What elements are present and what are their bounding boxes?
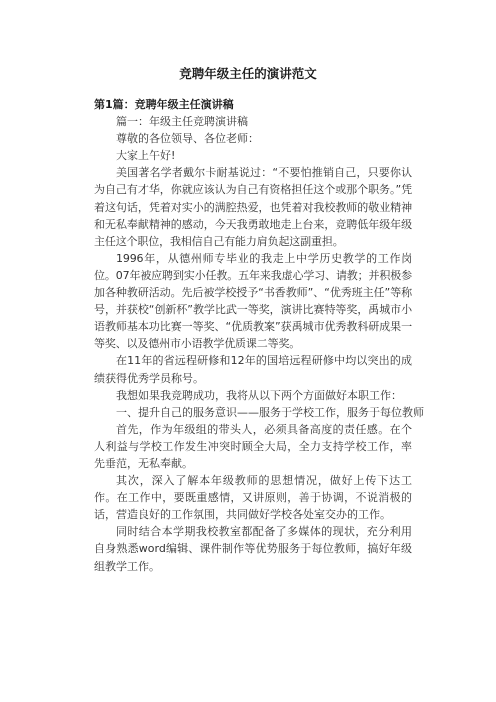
body-paragraph: 1996年，从德州师专毕业的我走上中学历史教学的工作岗位。07年被应聘到实小任教。五年来我虚心学习、请教；并积极参加各种教研活动。先后被学校授予“书香教师”、“优秀班主任”等称号，并获校“创新杯”教学比武一等奖，演讲比赛特等奖，禹城市小语教师基本功比赛一等奖、“优质教案”获禹城市优秀教科研成果一等奖、以及德州市小语教学优质课二等奖。 xyxy=(94,251,412,351)
section-heading: 第1篇：竞聘年级主任演讲稿 xyxy=(94,98,234,111)
body-paragraph: 在11年的省远程研修和12年的国培远程研修中均以突出的成绩获得优秀学员称号。 xyxy=(94,354,412,385)
point-one-heading: 一、提升自己的服务意识——服务于学校工作，服务于每位教师 xyxy=(116,405,424,419)
body-paragraph: 首先，作为年级组的带头人，必须具备高度的责任感。在个人利益与学校工作发生冲突时顾全大局，全力支持学校工作，率先垂范，无私奉献。 xyxy=(94,422,412,470)
body-paragraph: 美国著名学者戴尔卡耐基说过：“不要怕推销自己，只要你认为自己有才华，你就应该认为自己有资格担任这个或那个职务。”凭着这句话，凭着对实小的满腔热爱，也凭着对我校教师的敬业精神和无私奉献精神的感动，今天我勇敢地走上台来，竞聘低年级年级主任这个职位，我相信自己有能力肩负起这副重担。 xyxy=(94,166,412,248)
body-paragraph: 其次，深入了解本年级教师的思想情况，做好上传下达工作。在工作中，要既重感情，又讲原则，善于协调，不说消极的话，营造良好的工作氛围，共同做好学校各处室交办的工作。 xyxy=(94,474,412,522)
document-subtitle: 篇一：年级主任竞聘演讲稿 xyxy=(116,115,248,129)
salutation: 尊敬的各位领导、各位老师： xyxy=(116,132,259,146)
document-body xyxy=(94,96,424,575)
document-title: 竞聘年级主任的演讲范文 xyxy=(179,66,317,81)
body-paragraph: 我想如果我竞聘成功，我将从以下两个方面做好本职工作： xyxy=(116,388,402,402)
body-paragraph: 同时结合本学期我校教室都配备了多媒体的现状，充分利用自身熟悉word编辑、课件制作等优势服务于每位教师，搞好年级组教学工作。 xyxy=(94,525,412,573)
greeting: 大家上午好! xyxy=(116,149,176,163)
